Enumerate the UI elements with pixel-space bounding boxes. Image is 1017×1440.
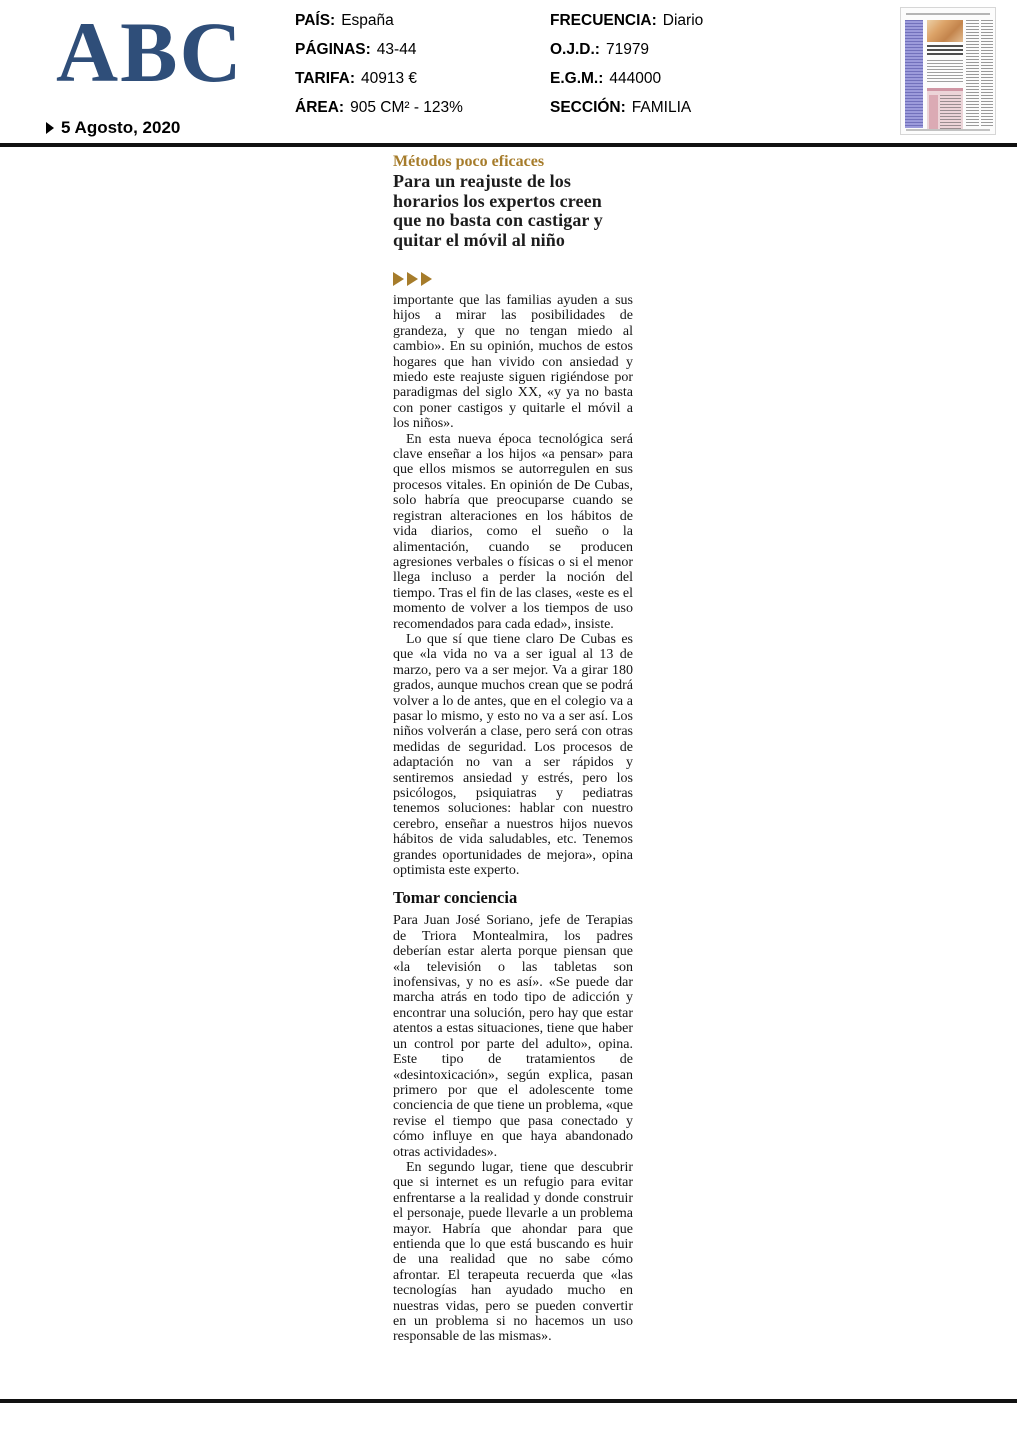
thumb-middle-text [927,60,963,84]
thumb-left-column [905,20,923,128]
meta-pais-label: PAÍS: [295,12,336,29]
footer-divider [0,1399,1017,1403]
thumb-bottom-rule [906,129,990,131]
meta-egm-value: 444000 [609,70,662,87]
meta-tarifa [295,64,463,93]
thumb-right-text-columns [966,20,993,128]
date-text: 5 Agosto, 2020 [61,118,181,137]
meta-area [295,93,463,122]
meta-area-value: 905 CM² - 123% [350,99,463,116]
meta-ojd-value: 71979 [605,41,650,58]
meta-frecuencia [550,6,703,35]
date-pointer-icon [46,122,54,134]
clipping-date [46,118,180,138]
article-headline: Para un reajuste de los horarios los expertos creen que no basta con castigar y quitar el móvil al niño [393,171,603,250]
meta-paginas-label: PÁGINAS: [295,41,371,58]
meta-tarifa-label: TARIFA: [295,70,355,87]
meta-paginas-value: 43-44 [376,41,417,58]
thumb-photo [927,20,963,42]
meta-frecuencia-label: FRECUENCIA: [550,12,657,29]
meta-egm [550,64,703,93]
continuation-arrows-icon [393,272,633,286]
meta-seccion [550,93,703,122]
thumb-top-rule [906,13,990,15]
meta-tarifa-value: 40913 € [360,70,418,87]
meta-egm-label: E.G.M.: [550,70,604,87]
meta-frecuencia-value: Diario [662,12,704,29]
meta-column-2 [550,6,703,122]
header-divider [0,143,1017,147]
thumb-pink-box [927,88,963,130]
article-body [393,293,633,1345]
meta-area-label: ÁREA: [295,99,345,116]
paragraph: Para Juan José Soriano, jefe de Terapias de Triora Montealmira, los padres deberían estar alerta porque piensan que «la televisión o las tabletas son inofensivas, y no es así». «Se puede dar marcha atrás en todo tipo de adicción y encontrar una solución, pero hay que estar atentos a estas situaciones, tiene que haber un control por parte del adulto», opina. Este tipo de tratamientos de «desintoxicación», según explica, pasan primero por que el adolescente tome conciencia de que tiene un problema, «que revise el tiempo que pasa conectado y cómo influye en que haya abandonado otras actividades». [393,913,633,1160]
article-subheading: Tomar conciencia [393,888,518,908]
meta-seccion-label: SECCIÓN: [550,99,626,116]
paragraph: importante que las familias ayuden a sus hijos a mirar las posibilidades de grandeza, y que no tengan miedo al cambio». En su opinión, muchos de estos hogares que han vivido con ansiedad y miedo este reajuste siguen rigiéndose por paradigmas del siglo XX, «y ya no basta con poner castigos y quitarle el móvil a los niños». [393,293,633,432]
paragraph: En segundo lugar, tiene que descubrir que si internet es un refugio para evitar enfrentarse a la realidad y donde construir el personaje, puede llevarle a un problema mayor. Habría que ahondar para que entienda que lo que está buscando es huir de una realidad que no sabe cómo afrontar. El terapeuta recuerda que «las tecnologías han ayudado mucho en nuestras vidas, pero se pueden convertir en un problema si no hacemos un uso responsable de las mismas». [393,1159,633,1345]
article-column [393,152,633,1345]
meta-pais-value: España [341,12,394,29]
meta-column-1 [295,6,463,122]
meta-seccion-value: FAMILIA [631,99,692,116]
thumb-headline-lines [927,45,963,56]
paragraph: En esta nueva época tecnológica será clave enseñar a los hijos «a pensar» para que ellos mismos se autorregulen en sus procesos vitales. En opinión de De Cubas, solo habría que preocuparse cuando se registran alteraciones en los hábitos de vida diarios, como el sueño o la alimentación, cuando se producen agresiones verbales o físicas o si el menor llega incluso a perder la noción del tiempo. Tras el fin de las clases, «este es el momento de volver a los tiempos de uso recomendados para cada edad», insiste. [393,431,633,632]
meta-paginas [295,35,463,64]
paragraph: Lo que sí que tiene claro De Cubas es que «la vida no va a ser igual al 13 de marzo, pero va a ser mejor. Va a girar 180 grados, aunque muchos crean que se podrá volver a lo de antes, que en el colegio va a pasar lo mismo, y esto no va a ser así. Los niños volverán a clase, pero será con otras medidas de seguridad. Los procesos de adaptación no van a ser rápidos y sentiremos ansiedad y estrés, pero los psicólogos, psiquiatras y pediatras tenemos soluciones: hablar con nuestro cerebro, enseñar a nuestros hijos nuevos hábitos de vida saludables, etc. Tenemos grandes oportunidades de mejora», opina optimista este experto. [393,631,633,879]
article-kicker: Métodos poco eficaces [393,153,545,170]
meta-ojd-label: O.J.D.: [550,41,600,58]
meta-pais [295,6,463,35]
abc-logo: ABC [56,4,244,100]
newspaper-page-thumbnail[interactable] [900,7,996,135]
meta-ojd [550,35,703,64]
